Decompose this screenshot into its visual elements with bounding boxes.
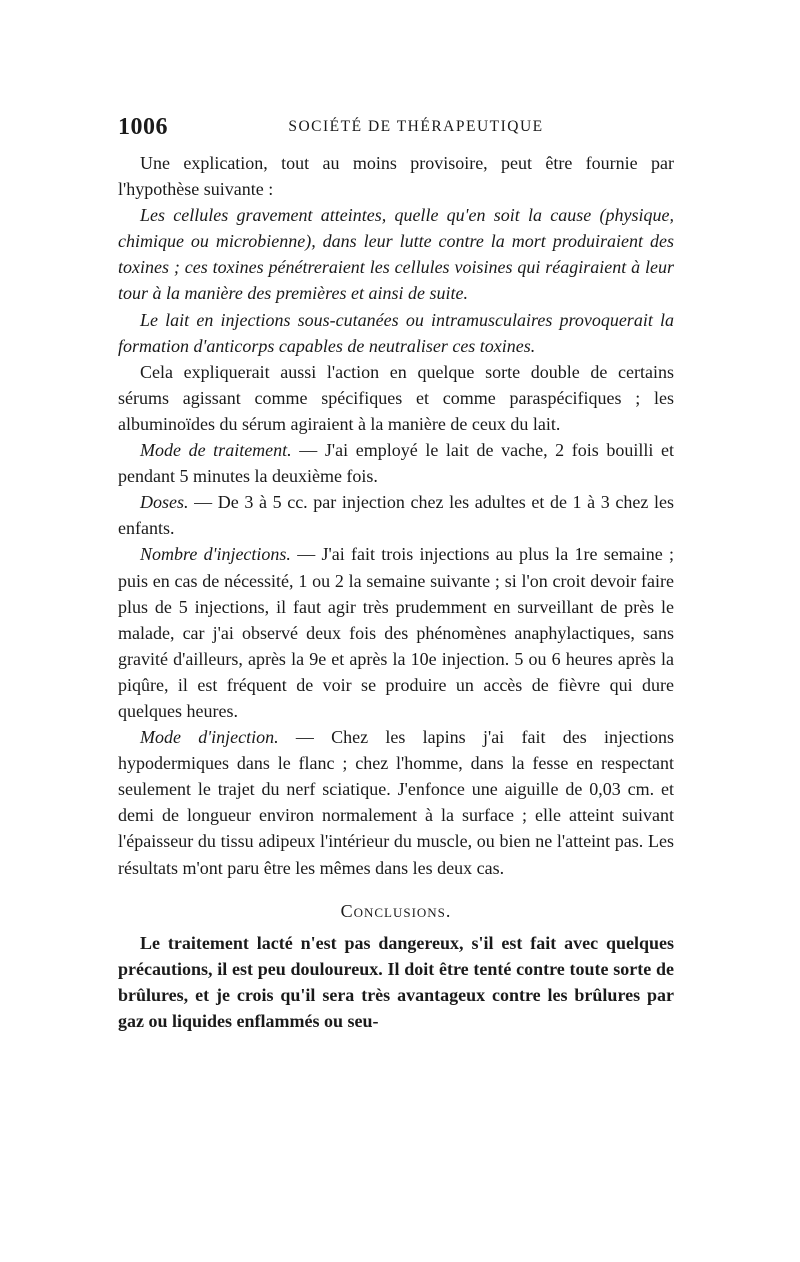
text-doses: — De 3 à 5 cc. par injection chez les adultes et de 1 à 3 chez les enfants. (118, 492, 674, 539)
lead-mode-injection: Mode d'injection. (140, 727, 279, 748)
running-head: SOCIÉTÉ DE THÉRAPEUTIQUE (288, 118, 544, 135)
text-mode-traitement: — J'ai employé le lait de vache, 2 fois bouilli et pendant 5 minutes la deuxième fois. (118, 440, 674, 487)
paragraph-1: Une explication, tout au moins provisoire, peut être fournie par l'hypothèse suivante : (118, 153, 674, 200)
paragraph-mode-traitement (118, 437, 674, 489)
paragraph-serums: Cela expliquerait aussi l'action en quelque sorte double de certains sérums agissant comme spécifiques et comme paraspécifiques ; les albuminoïdes du sérum agiraient à la manière de ceux du lait. (118, 361, 674, 434)
paragraph-mode-injection (118, 724, 674, 881)
text-nombre-injections: — J'ai fait trois injections au plus la 1re semaine ; puis en cas de nécessité, 1 ou 2 la semaine suivante ; si l'on croit devoir faire plus de 5 injections, il faut agir très prudemment en surveillant de près le malade, car j'ai observé deux fois des phénomènes anaphylactiques, sans gravité d'ailleurs, après la 9e et après la 10e injection. 5 ou 6 heures après la piqûre, il est fréquent de voir se produire un accès de fièvre qui dure quelques heures. (118, 544, 675, 721)
lead-mode-traitement: Mode de traitement. (140, 440, 292, 461)
text-mode-injection: — Chez les lapins j'ai fait des injections hypodermiques dans le flanc ; chez l'homme, dans la fesse en respectant seulement le trajet du nerf sciatique. J'enfonce une aiguille de 0,03 cm. et demi de longueur environ normalement à la surface ; elle atteint suivant l'épaisseur du tissu adipeux l'intérieur du muscle, ou bien ne l'atteint pas. Les résultats m'ont paru être les mêmes dans les deux cas. (118, 727, 674, 878)
paragraph-milk-injections: Le lait en injections sous-cutanées ou intramusculaires provoquerait la formation d'anticorps capables de neutraliser ces toxines. (118, 309, 674, 356)
lead-nombre-injections: Nombre d'injections. (140, 544, 291, 565)
paragraph-conclusions: Le traitement lacté n'est pas dangereux, s'il est fait avec quelques précautions, il est peu douloureux. Il doit être tenté contre toute sorte de brûlures, et je crois qu'il sera très avantageux contre les brûlures par gaz ou liquides enflammés ou seu- (118, 932, 674, 1031)
paragraph-nombre-injections (118, 541, 674, 724)
page-number: 1006 (118, 114, 168, 140)
lead-doses: Doses. (140, 492, 189, 513)
page-body (118, 150, 674, 1034)
conclusions-heading: Conclusions. (340, 900, 452, 921)
page-header (118, 114, 674, 142)
paragraph-hypothesis: Les cellules gravement atteintes, quelle qu'en soit la cause (physique, chimique ou microbienne), dans leur lutte contre la mort produiraient des toxines ; ces toxines pénétreraient les cellules voisines qui réagiraient à leur tour à la manière des premières et ainsi de suite. (118, 205, 674, 304)
paragraph-doses (118, 489, 674, 541)
